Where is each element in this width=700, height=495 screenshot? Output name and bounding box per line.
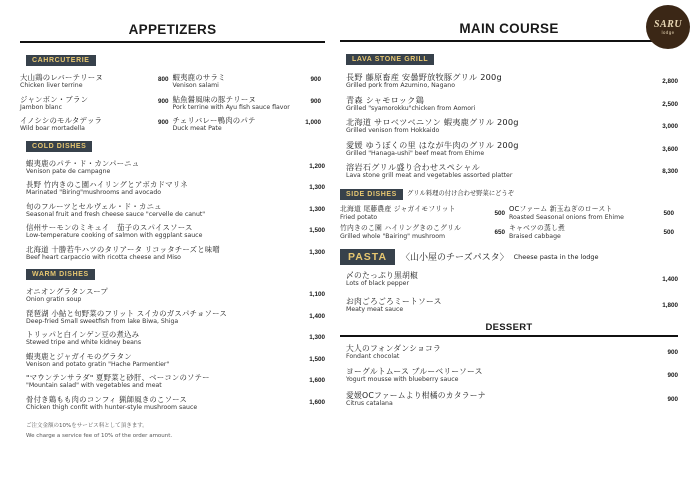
item-price: 1,000 <box>305 119 321 126</box>
item-price: 3,000 <box>662 123 678 130</box>
item-name-en: Roasted Seasonal onions from Ehime <box>509 213 624 221</box>
item-name-en: Seasonal fruit and fresh cheese sauce "cervelle de canut" <box>26 210 206 218</box>
item-name-jp: 青森 シャモロック鶏 <box>346 94 424 105</box>
menu-item <box>26 245 325 262</box>
item-name-jp: 北海道 サロベツベニソン 蝦夷鹿グリル 200g <box>346 117 519 127</box>
item-price: 1,400 <box>309 312 325 320</box>
menu-item <box>346 367 678 384</box>
item-name-jp: トリッパと白インゲン豆の煮込み <box>26 330 140 339</box>
item-price: 900 <box>667 395 678 403</box>
menu-item <box>20 73 173 90</box>
item-name-en: "Mountain salad" with vegetables and meat <box>26 382 162 389</box>
item-name-jp: 信州サーモンのミキュイ 茄子のスパイスソース <box>26 223 193 232</box>
section-band-cold: COLD DISHES <box>26 141 92 152</box>
item-name-en: Chicken liver terrine <box>20 82 83 89</box>
pasta-subtitle-en: Cheese pasta in the lodge <box>513 252 599 261</box>
item-name-en: Braised cabbage <box>509 233 561 240</box>
dessert-title: DESSERT <box>485 321 533 333</box>
item-name-jp: ヨーグルトムース ブルーベリーソース <box>346 367 483 376</box>
appetizers-title: APPETIZERS <box>128 22 217 37</box>
menu-item <box>509 205 678 222</box>
menu-item <box>173 116 326 133</box>
menu-item <box>346 163 678 180</box>
item-name-jp: "マウンテンサラダ" 夏野菜と砂肝、ベーコンのソテー <box>26 373 210 382</box>
item-price: 900 <box>157 119 169 126</box>
menu-item <box>26 373 325 390</box>
item-name-jp: 竹内きのこ園 ハイリングきのこグリル <box>340 224 462 232</box>
item-name-en: Low-temperature cooking of salmon with eggplant sauce <box>26 232 203 239</box>
item-price: 1,600 <box>309 398 325 406</box>
menu-item <box>20 116 173 133</box>
item-name-en: Duck meat Pate <box>172 125 222 132</box>
menu-item <box>340 205 509 222</box>
service-fee-note <box>26 421 325 441</box>
item-name-en: Grilled venison from Hokkaido <box>346 127 440 134</box>
item-name-jp: 蝦夷鹿とジャガイモのグラタン <box>26 351 132 361</box>
item-price: 2,500 <box>662 100 678 108</box>
dessert-rule <box>340 335 678 337</box>
item-name-en: Chicken thigh confit with hunter-style mushroom sauce <box>26 403 198 411</box>
item-name-en: Venison salami <box>172 82 219 89</box>
item-price: 1,300 <box>309 205 325 213</box>
item-name-en: Lava stone grill meat and vegetables assorted platter <box>346 172 513 179</box>
item-name-en: Jambon blanc <box>20 103 63 111</box>
appetizers-column <box>20 0 325 441</box>
item-name-en: Citrus catalana <box>346 399 393 407</box>
item-name-jp: 長野 藤原畜産 安曇野放牧豚グリル 200g <box>346 72 502 82</box>
pasta-header <box>340 249 678 265</box>
menu-item <box>26 330 325 347</box>
item-name-en: Yogurt mousse with blueberry sauce <box>346 376 459 383</box>
service-fee-jp: ご注文金額の10%をサービス料として頂きます。 <box>26 423 148 429</box>
item-price: 900 <box>310 76 321 83</box>
item-price: 900 <box>157 97 169 105</box>
item-name-jp: 大人のフォンダンショコラ <box>346 343 441 353</box>
item-name-en: Marinated "Biring"mushrooms and avocado <box>26 189 162 196</box>
item-name-en: Beef heart carpaccio with ricotta cheese and Miso <box>26 253 181 261</box>
item-name-en: Venison pate de campagne <box>26 167 111 175</box>
item-name-en: Grilled "syamorokku"chicken from Aomori <box>346 104 476 112</box>
item-name-en: Onion gratin soup <box>26 296 82 303</box>
menu-item <box>26 159 325 176</box>
item-price: 1,300 <box>309 184 325 191</box>
item-name-en: Fried potato <box>340 213 378 221</box>
item-name-en: Lots of black pepper <box>346 279 410 287</box>
menu-item <box>340 224 509 241</box>
item-price: 800 <box>157 76 169 83</box>
dessert-section <box>340 322 678 408</box>
item-name-jp: 北海道 十勝若牛ハツのタリアータ リコッタチーズと味噌 <box>26 244 220 254</box>
side-dishes-header <box>340 184 678 202</box>
item-name-jp: 鮎魚醤風味の豚テリーヌ <box>172 94 256 104</box>
item-name-jp: 蝦夷鹿のサラミ <box>172 73 226 82</box>
item-name-en: Fondant chocolat <box>346 352 400 360</box>
item-name-jp: キャベツの蒸し煮 <box>509 224 565 232</box>
item-name-jp: 琵琶湖 小鮎と旬野菜のフリット スイカのガスパチョソース <box>26 308 227 318</box>
item-name-jp: オニオングラタンスープ <box>26 287 109 296</box>
menu-item <box>509 224 678 241</box>
menu-item <box>346 391 678 408</box>
menu-item <box>26 202 325 219</box>
menu-item <box>346 118 678 135</box>
menu-item <box>346 141 678 158</box>
item-price: 8,300 <box>662 168 678 175</box>
item-name-jp: 溶岩石グリル盛り合わせスペシャル <box>346 162 481 172</box>
title-rule <box>20 41 325 43</box>
menu-item <box>346 73 678 90</box>
item-price: 1,600 <box>309 377 325 384</box>
item-price: 1,500 <box>309 227 325 234</box>
item-price: 1,400 <box>662 275 678 283</box>
item-name-jp: ジャンボン・ブラン <box>20 94 89 104</box>
menu-item <box>346 344 678 361</box>
main-course-column <box>340 0 678 407</box>
item-name-jp: お肉ごろごろミートソース <box>346 297 442 306</box>
menu-item <box>26 223 325 240</box>
section-band-warm: WARM DISHES <box>26 269 95 280</box>
item-price: 500 <box>494 209 505 217</box>
item-price: 500 <box>663 209 674 217</box>
pasta-subtitle-jp: 〈山小屋のチーズパスタ〉 <box>401 253 509 263</box>
item-name-en: Meaty meat sauce <box>346 306 404 313</box>
item-name-jp: チェリバレー鴨肉のパテ <box>172 116 256 125</box>
title-rule <box>340 40 678 42</box>
item-price: 500 <box>663 229 674 236</box>
menu-item <box>26 395 325 412</box>
item-price: 650 <box>494 229 505 236</box>
menu-item <box>173 95 326 112</box>
item-name-jp: 大山鶏のレバーテリーヌ <box>20 73 103 82</box>
item-name-en: Grilled whole "Bairing" mushroom <box>340 233 446 240</box>
section-band-charcuterie: CAHRCUTERIE <box>26 55 96 66</box>
saru-lodge-logo <box>646 5 690 49</box>
item-name-en: Pork terrine with Ayu fish sauce flavor <box>172 103 290 111</box>
item-price: 1,800 <box>662 302 678 309</box>
menu-item <box>20 95 173 112</box>
item-price: 900 <box>667 348 678 356</box>
item-name-jp: OCファーム 新玉ねぎのロースト <box>509 204 613 213</box>
menu-item <box>26 287 325 304</box>
item-name-jp: 北海道 尾藤農産 ジャガイモフリット <box>340 204 456 213</box>
main-course-title: MAIN COURSE <box>459 21 559 36</box>
item-price: 3,600 <box>662 145 678 153</box>
item-name-jp: 骨付き鶏もも肉のコンフィ 猟師風きのこソース <box>26 394 187 404</box>
item-price: 1,300 <box>309 334 325 341</box>
service-fee-en: We charge a service fee of 10% of the order amount. <box>26 433 173 439</box>
item-price: 1,500 <box>309 355 325 363</box>
item-name-jp: 蝦夷鹿のパテ・ド・カンパーニュ <box>26 158 140 168</box>
item-name-jp: 旬のフルーツとセルヴェル・ド・カニュ <box>26 201 162 211</box>
side-dishes-note: グリル料理の付け合わせ野菜にどうぞ <box>406 190 514 197</box>
item-name-en: Deep-fried Small sweetfish from lake Biwa, Shiga <box>26 317 179 325</box>
item-name-jp: 〆のたっぷり黒胡椒 <box>346 270 418 280</box>
logo-subtext: lodge <box>661 30 675 35</box>
menu-item <box>173 73 326 90</box>
section-band-pasta: PASTA <box>340 249 395 265</box>
item-name-jp: 愛媛OCファームより柑橘のカタラーナ <box>346 390 486 400</box>
section-band-lava: LAVA STONE GRILL <box>346 54 434 65</box>
item-price: 2,800 <box>662 78 678 85</box>
lava-list <box>340 73 678 180</box>
menu-item <box>26 180 325 197</box>
charcuterie-grid <box>20 68 325 133</box>
item-price: 900 <box>667 372 678 379</box>
menu-item <box>346 96 678 113</box>
item-price: 900 <box>310 97 321 105</box>
item-name-en: Stewed tripe and white kidney beans <box>26 339 142 346</box>
item-name-jp: イノシシのモルタデッラ <box>20 116 103 125</box>
menu-item <box>346 271 678 288</box>
item-name-jp: 愛媛 ゆうぼくの里 はなが牛肉のグリル 200g <box>346 139 519 150</box>
item-price: 1,300 <box>309 248 325 256</box>
item-name-en: Venison and potato gratin "Hache Parmentier" <box>26 360 170 368</box>
item-price: 1,100 <box>309 291 325 298</box>
item-name-jp: 長野 竹内きのこ園ハイリングとアボカドマリネ <box>26 180 188 189</box>
menu-item <box>346 297 678 314</box>
logo-wordmark: SARU <box>653 19 683 30</box>
item-name-en: Grilled "Hanaga-ushi" beef meat from Ehime <box>346 149 485 157</box>
item-price: 1,200 <box>309 162 325 170</box>
menu-item <box>26 352 325 369</box>
item-name-en: Wild boar mortadella <box>20 125 85 132</box>
menu-item <box>26 309 325 326</box>
section-band-side: SIDE DISHES <box>340 189 403 200</box>
item-name-en: Grilled pork from Azumino, Nagano <box>346 82 456 89</box>
side-dishes-grid <box>340 202 678 241</box>
